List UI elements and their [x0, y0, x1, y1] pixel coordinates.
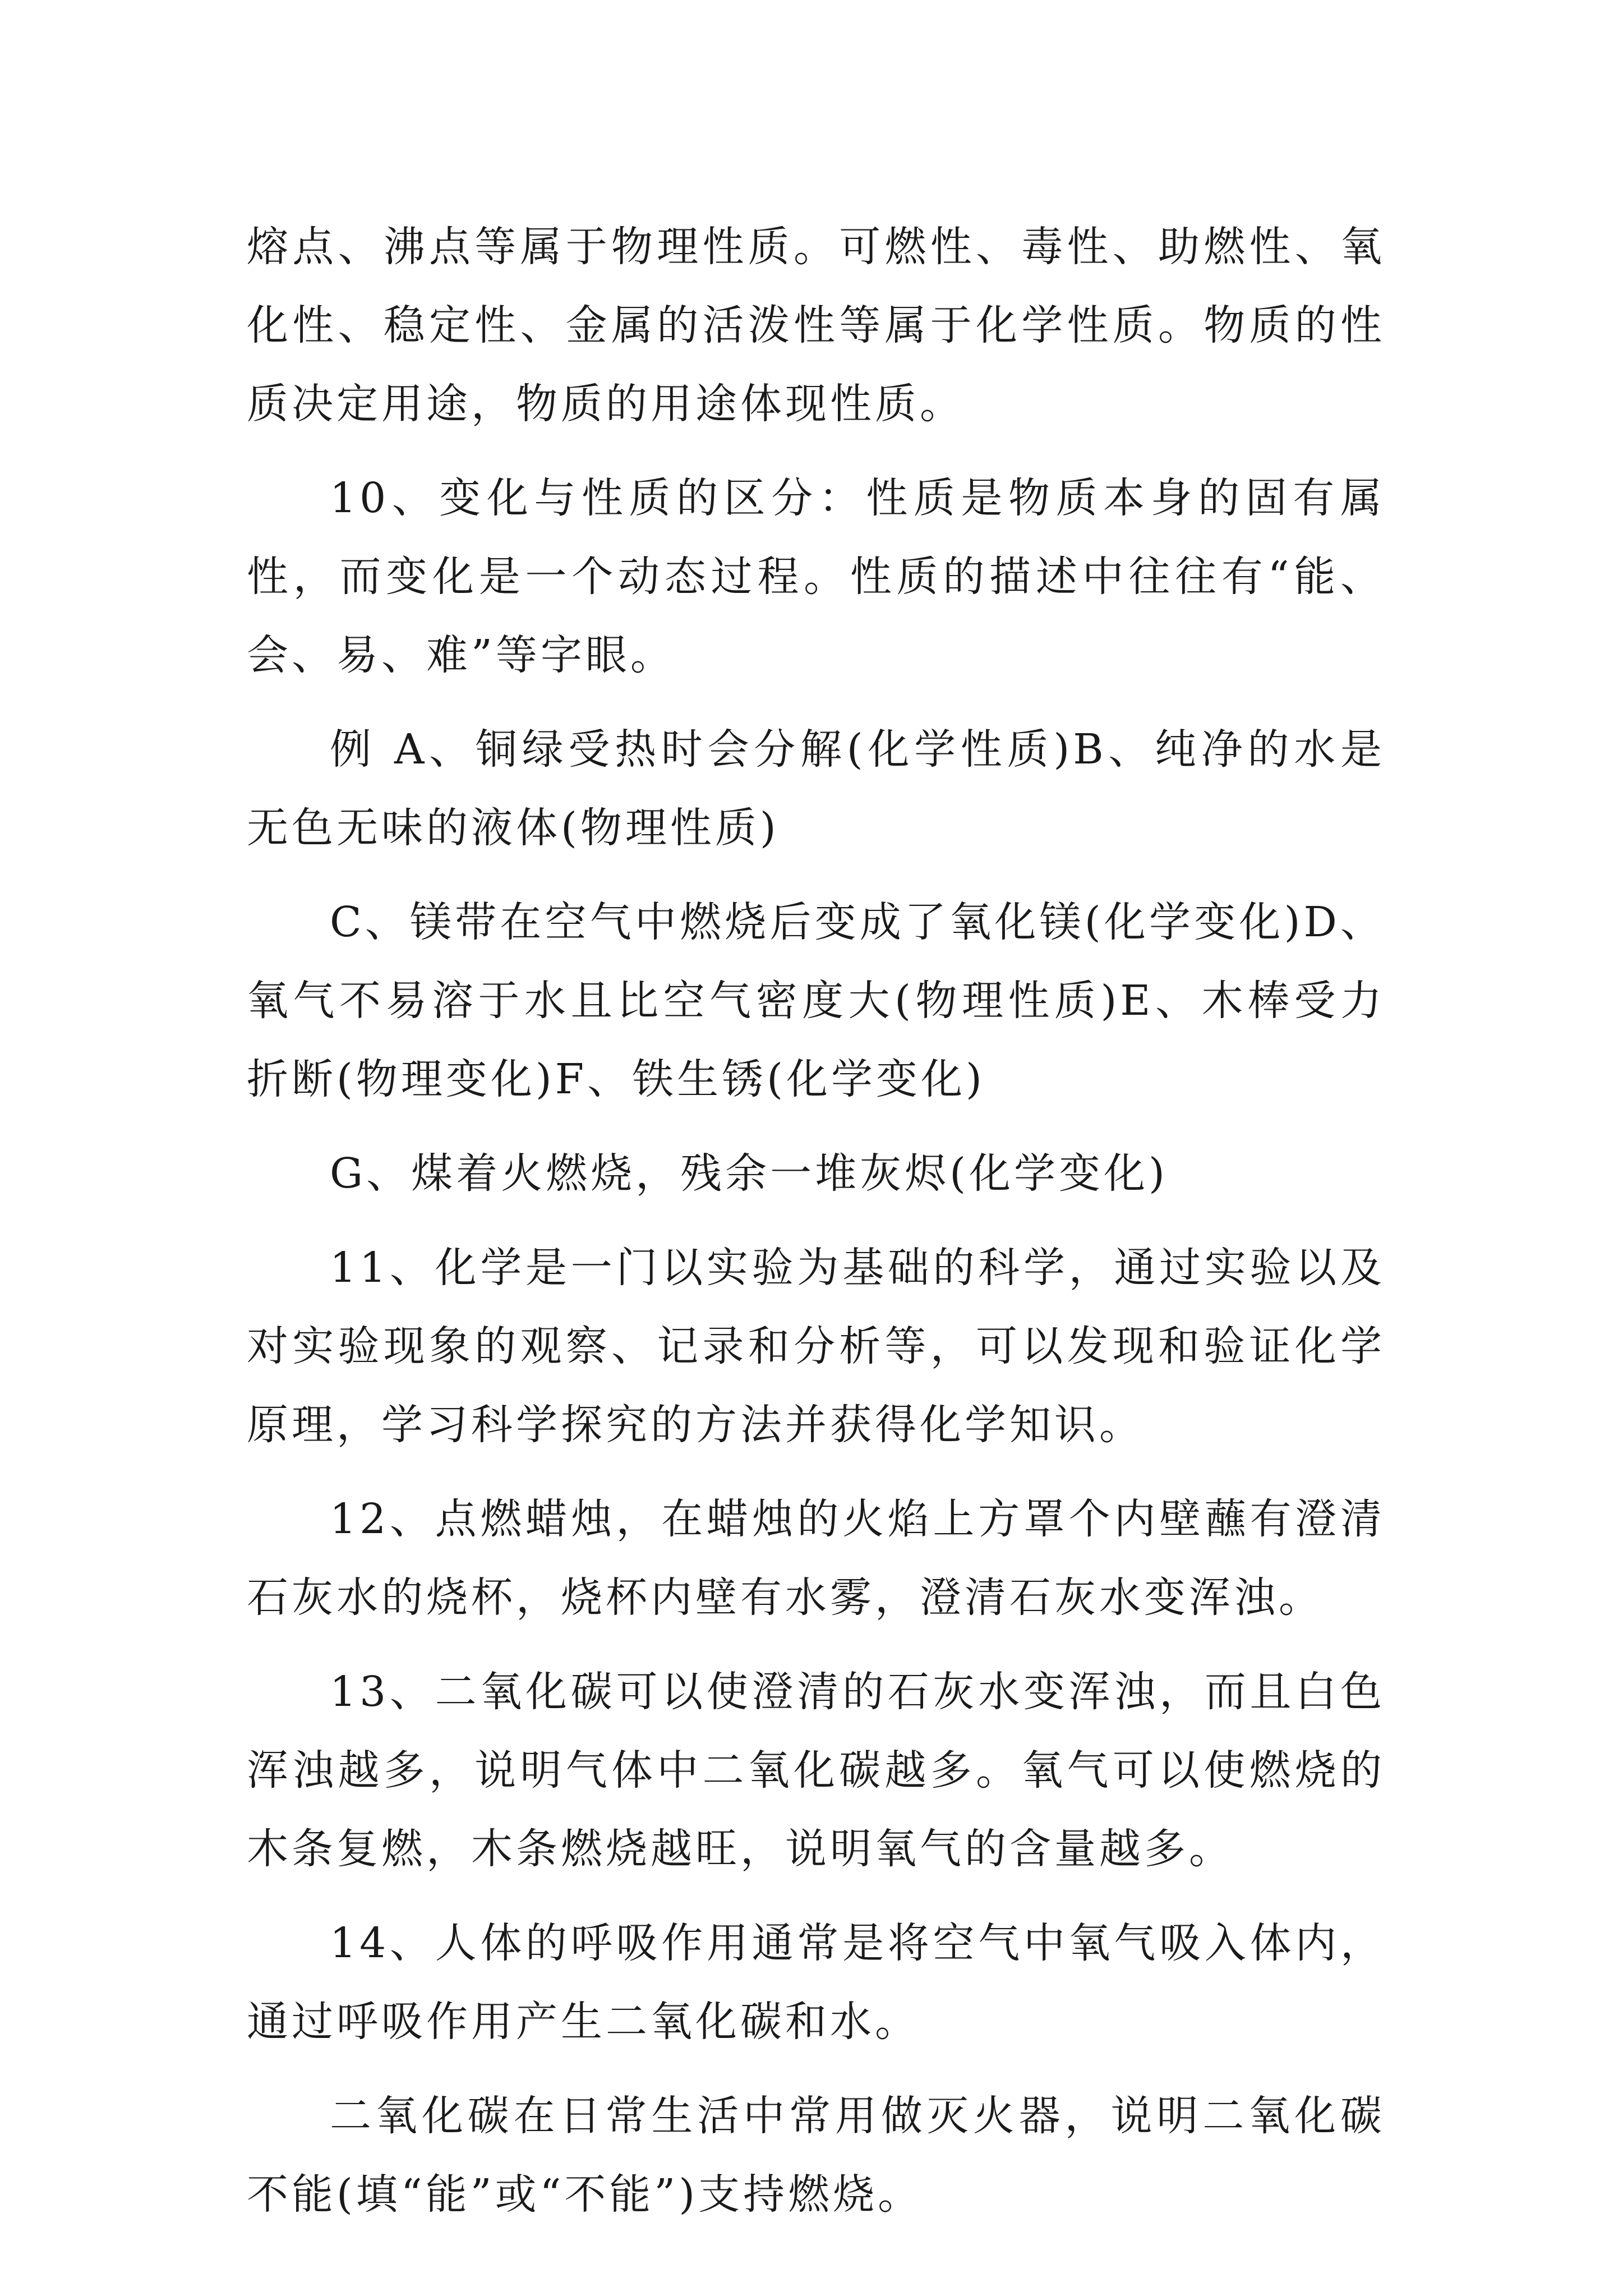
document-body	[247, 208, 1385, 2249]
paragraph-example-g: G、煤着火燃烧，残余一堆灰烬(化学变化)	[330, 1149, 1168, 1198]
paragraph-item-13: 13、二氧化碳可以使澄清的石灰水变浑浊，而且白色浑浊越多，说明气体中二氧化碳越多。氧气可以使燃烧的木条复燃，木条燃烧越旺，说明氧气的含量越多。	[247, 1668, 1385, 1873]
paragraph-example-a-b: 例 A、铜绿受热时会分解(化学性质)B、纯净的水是无色无味的液体(物理性质)	[247, 725, 1385, 852]
paragraph-item-14: 14、人体的呼吸作用通常是将空气中氧气吸入体内，通过呼吸作用产生二氧化碳和水。	[247, 1919, 1385, 2046]
paragraph-item-11: 11、化学是一门以实验为基础的科学，通过实验以及对实验现象的观察、记录和分析等，可以发现和验证化学原理，学习科学探究的方法并获得化学知识。	[247, 1244, 1385, 1449]
paragraph-item-12: 12、点燃蜡烛，在蜡烛的火焰上方罩个内壁蘸有澄清石灰水的烧杯，烧杯内壁有水雾，澄清石灰水变浑浊。	[247, 1495, 1385, 1622]
paragraph-item-10: 10、变化与性质的区分：性质是物质本身的固有属性，而变化是一个动态过程。性质的描述中往往有“能、会、易、难”等字眼。	[247, 474, 1385, 679]
paragraph-example-c-f: C、镁带在空气中燃烧后变成了氧化镁(化学变化)D、氧气不易溶于水且比空气密度大(物理性质)E、木棒受力折断(物理变化)F、铁生锈(化学变化)	[247, 898, 1385, 1103]
paragraph-properties-definition: 熔点、沸点等属于物理性质。可燃性、毒性、助燃性、氧化性、稳定性、金属的活泼性等属于化学性质。物质的性质决定用途，物质的用途体现性质。	[247, 223, 1385, 428]
paragraph-co2-extinguisher: 二氧化碳在日常生活中常用做灭火器，说明二氧化碳不能(填“能”或“不能”)支持燃烧。	[247, 2092, 1385, 2219]
